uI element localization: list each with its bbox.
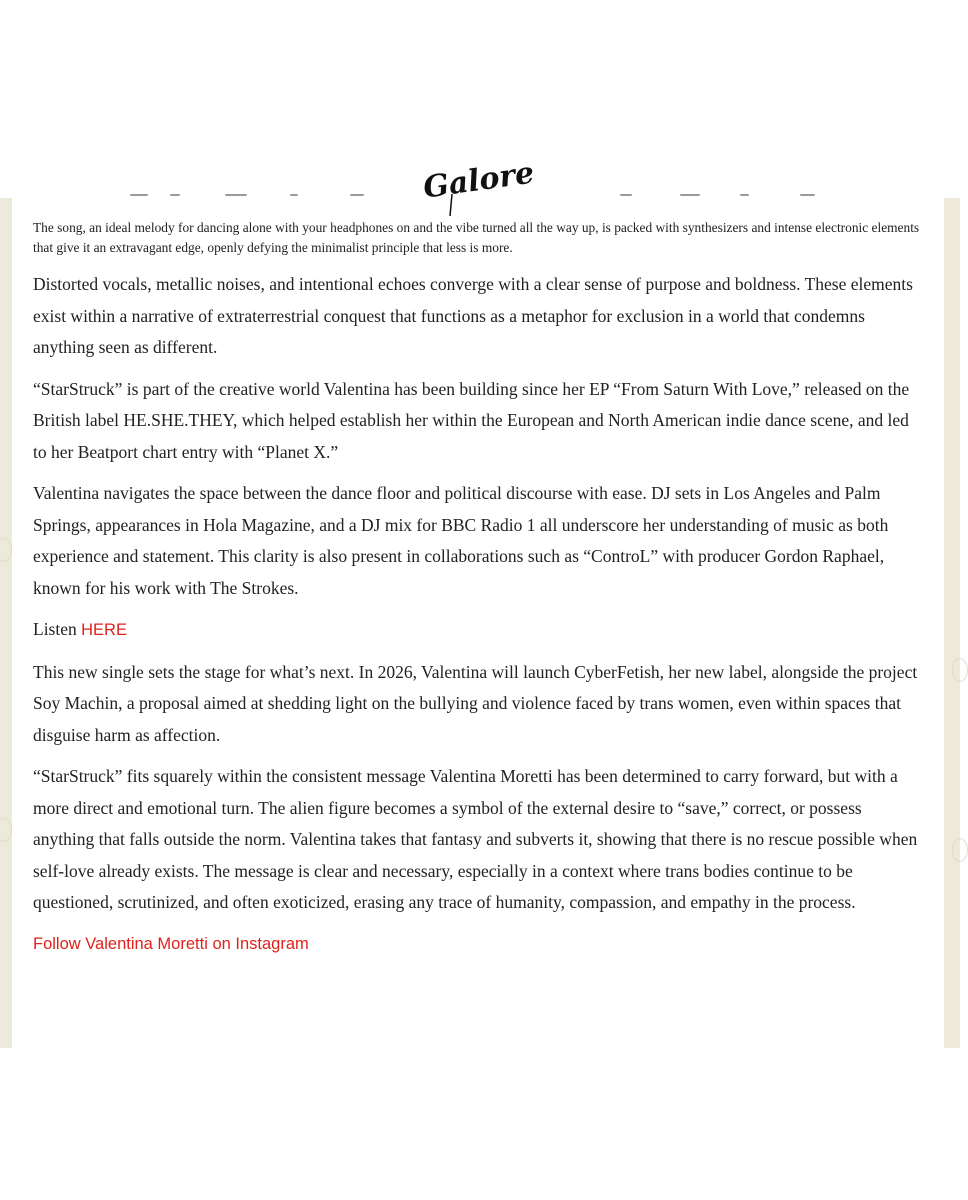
article-paragraph: “StarStruck” is part of the creative world Valentina has been building since her EP “From Saturn With Love,” released on the British label HE.SHE.THEY, which helped establish her within the European and North American indie dance scene, and led to her Beatport chart entry with “Planet X.” xyxy=(33,378,910,462)
image-caption: The song, an ideal melody for dancing alone with your headphones on and the vibe turned all the way up, is packed with synthesizers and intense electronic elements that give it an extravagant edge, openly defying the minimalist principle that less is more. xyxy=(33,220,920,255)
article-paragraph: Distorted vocals, metallic noises, and intentional echoes converge with a clear sense of purpose and boldness. These elements exist within a narrative of extraterrestrial conquest that functions as a metaphor for exclusion in a world that condemns anything seen as different. xyxy=(33,274,913,357)
listen-label: Listen xyxy=(33,619,77,639)
right-decor-panel xyxy=(944,198,960,1048)
flourish-decoration xyxy=(0,538,12,562)
galore-logo-mark xyxy=(421,150,537,220)
follow-line xyxy=(33,929,925,961)
flourish-decoration xyxy=(952,838,968,862)
listen-here-link[interactable]: HERE xyxy=(81,621,127,639)
listen-line xyxy=(33,614,925,647)
flourish-decoration xyxy=(0,818,12,842)
logo-wordmark: Galore xyxy=(421,155,537,206)
article-paragraph: This new single sets the stage for what’s next. In 2026, Valentina will launch CyberFetish, her new label, alongside the project Soy Machin, a proposal aimed at shedding light on the bullying and violence faced by trans women, even within spaces that disguise harm as affection. xyxy=(33,661,918,745)
instagram-follow-link[interactable]: Follow Valentina Moretti on Instagram xyxy=(33,934,309,953)
article-paragraph: “StarStruck” fits squarely within the consistent message Valentina Moretti has been determined to carry forward, but with a more direct and emotional turn. The alien figure becomes a symbol of the external desire to “save,” correct, or possess anything that falls outside the norm. Valentina takes that fantasy and subverts it, showing that there is no rescue possible when self-love already exists. The message is clear and necessary, especially in a context where trans bodies continue to be questioned, scrutinized, and often exoticized, erasing any trace of humanity, compassion, and empathy in the process. xyxy=(33,766,918,912)
galore-logo xyxy=(0,150,960,225)
article-body xyxy=(33,218,925,960)
left-decor-panel xyxy=(0,198,12,1048)
clipped-text-line xyxy=(120,190,840,200)
flourish-decoration xyxy=(952,658,968,682)
article-paragraph: Valentina navigates the space between the dance floor and political discourse with ease. DJ sets in Los Angeles and Palm Springs, appearances in Hola Magazine, and a DJ mix for BBC Radio 1 all underscore her understanding of music as both experience and statement. This clarity is also present in collaborations such as “ControL” with producer Gordon Raphael, known for his work with The Strokes. xyxy=(33,483,889,598)
